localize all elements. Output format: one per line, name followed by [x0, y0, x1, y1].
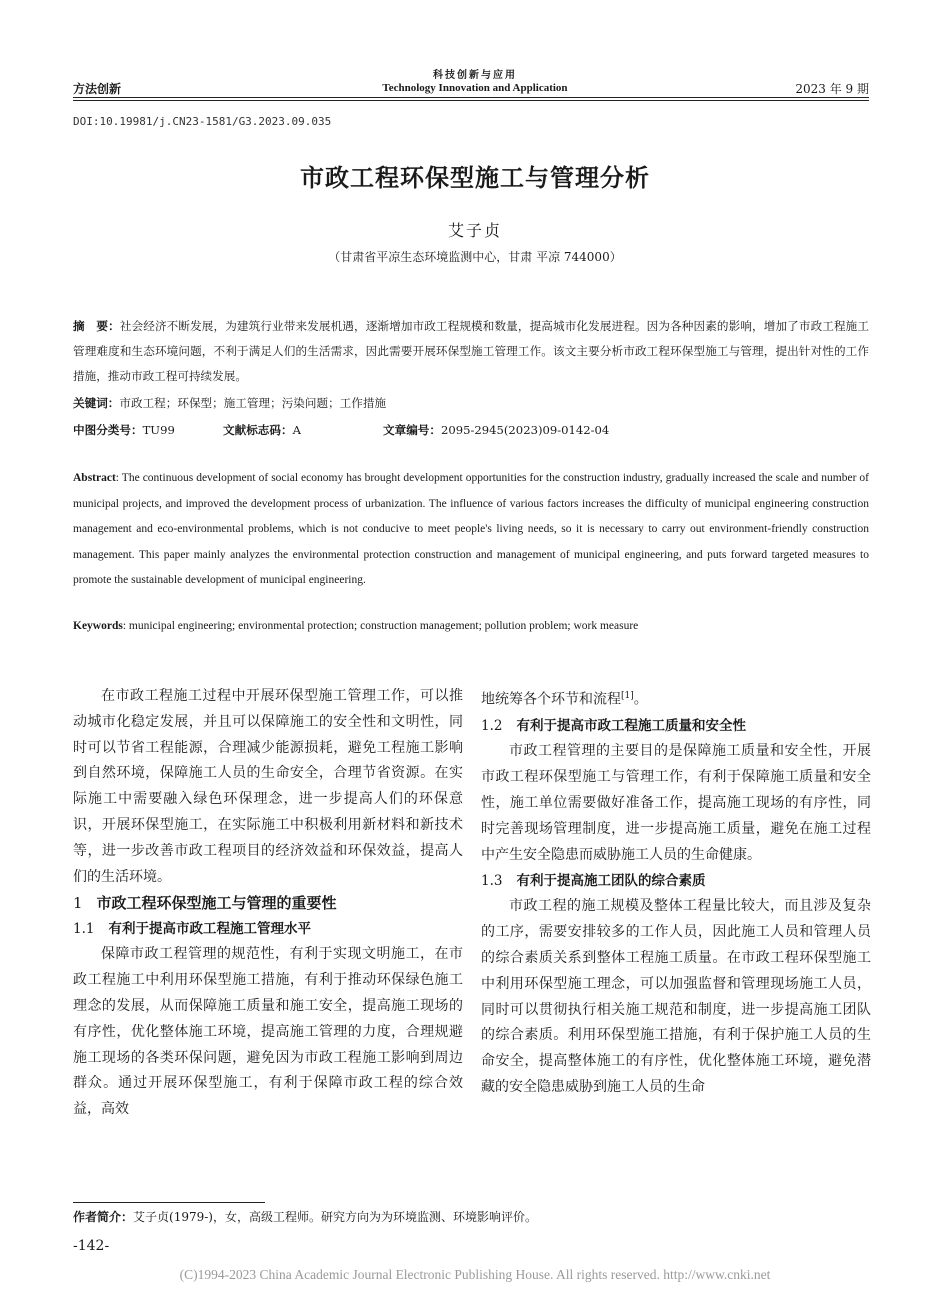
section-1-2-number: 1.2	[481, 718, 503, 735]
section-1-1-number: 1.1	[73, 921, 95, 938]
classification-row	[73, 418, 869, 443]
section-1-title: 市政工程环保型施工与管理的重要性	[96, 894, 337, 913]
keywords-en: : municipal engineering; environmental protection; construction management; pollution problem; work measure	[122, 620, 639, 632]
clc-value: TU99	[142, 423, 175, 437]
section-1-2-title: 有利于提高市政工程施工质量和安全性	[516, 718, 746, 735]
paper-title: 市政工程环保型施工与管理分析	[300, 164, 650, 192]
keywords-en-row	[73, 620, 638, 632]
section-1-2-paragraph: 市政工程管理的主要目的是保障施工质量和安全性，开展市政工程环保型施工与管理工作，有利于保障施工质量和安全性，施工单位需要做好准备工作，提高施工现场的有序性，同时完善现场管理制度，进一步提高施工质量，避免在施工过程中产生安全隐患而威胁施工人员的生命健康。	[481, 743, 871, 863]
citation-1[interactable]: [1]	[621, 691, 634, 701]
header-rule	[73, 97, 869, 98]
section-1-1-paragraph: 保障市政工程管理的规范性，有利于实现文明施工，在市政工程施工中利用环保型施工措施，有利于推动环保绿色施工理念的发展，从而保障施工质量和施工安全，提高施工现场的有序性，优化整体施工环境，提高施工管理的力度，合理规避施工现场的各类环保问题，避免因为市政工程施工影响到周边群众。通过开展环保型施工，有利于保障市政工程的综合效益，高效	[73, 946, 463, 1118]
section-1-3-paragraph: 市政工程的施工规模及整体工程量比较大，而且涉及复杂的工序，需要安排较多的工作人员，因此施工人员和管理人员的综合素质关系到整体工程施工质量。在市政工程环保型施工中利用环保型施工理念，可以加强监督和管理现场施工人员，同时可以贯彻执行相关施工规范和制度，进一步提高施工团队的综合素质。利用环保型施工措施，有利于保护施工人员的生命安全，提高整体施工的有序性，优化整体施工环境，避免潜藏的安全隐患威胁到施工人员的生命	[481, 898, 871, 1096]
affiliation: （甘肃省平凉生态环境监测中心，甘肃 平凉 744000）	[328, 250, 622, 264]
keywords-cn: 市政工程；环保型；施工管理；污染问题；工作措施	[119, 396, 387, 410]
issue-label: 2023 年 9 期	[795, 82, 869, 96]
author: 艾子贞	[447, 221, 502, 240]
section-1-1-title: 有利于提高市政工程施工管理水平	[108, 921, 311, 938]
abstract-en-label: Abstract	[73, 472, 116, 484]
copyright-notice: (C)1994-2023 China Academic Journal Electronic Publishing House. All rights reserved. http://www.cnki.net	[179, 1267, 771, 1282]
clc-label: 中图分类号：	[73, 423, 143, 437]
intro-paragraph: 在市政工程施工过程中开展环保型施工管理工作，可以推动城市化稳定发展，并且可以保障施工的安全性和文明性，同时可以节省工程能源，合理减少能源损耗，避免工程施工影响到自然环境，保障施工人员的生命安全，合理节省资源。在实际施工中需要融入绿色环保理念，进一步提高人们的环保意识，开展环保型施工，在实际施工中积极利用新材料和新技术等，进一步改善市政工程项目的经济效益和环保效益，提高人们的生活环境。	[73, 688, 463, 885]
section-1-1-heading	[73, 916, 463, 942]
section-1-heading	[73, 890, 463, 916]
abstract-cn	[73, 314, 869, 443]
continued-text: 地统筹各个环节和流程	[481, 691, 621, 708]
body-column-right	[481, 684, 871, 1101]
abstract-en-text: : The continuous development of social economy has brought development opportunities for the construction industry, gradually increased the scale and number of municipal projects, and improved the development process of urbanization. The influence of various factors increases the difficulty of municipal engineering construction management and eco-environmental problems, which is not conducive to meet people's living needs, so it is necessary to carry out environment-friendly construction management. This paper mainly analyzes the environmental protection construction and management of municipal engineering, and puts forward targeted measures to promote the sustainable development of municipal engineering.	[73, 472, 869, 586]
abstract-cn-text: 社会经济不断发展，为建筑行业带来发展机遇，逐渐增加市政工程规模和数量，提高城市化发展进程。因为各种因素的影响，增加了市政工程施工管理难度和生态环境问题，不利于满足人们的生活需求，因此需要开展环保型施工管理工作。该文主要分析市政工程环保型施工与管理，提出针对性的工作措施，推动市政工程可持续发展。	[73, 319, 869, 383]
body-column-left	[73, 684, 463, 1123]
section-1-number: 1	[73, 894, 83, 913]
doc-code-label: 文献标志码：	[223, 423, 293, 437]
article-no-label: 文章编号：	[383, 423, 441, 437]
header-rule-thin	[73, 100, 869, 101]
footnote-label: 作者简介：	[73, 1210, 134, 1224]
doc-code-value: A	[292, 423, 301, 437]
continued-paragraph	[481, 684, 871, 713]
footnote-text: 艾子贞(1979-)，女，高级工程师。研究方向为为环境监测、环境影响评价。	[133, 1210, 537, 1224]
footnote-rule	[73, 1202, 265, 1203]
keywords-en-label: Keywords	[73, 620, 123, 632]
section-1-3-heading	[481, 868, 871, 894]
section-1-3-number: 1.3	[481, 873, 503, 890]
abstract-en	[73, 466, 869, 594]
article-no-value: 2095-2945(2023)09-0142-04	[440, 423, 610, 437]
journal-title-cn: 科技创新与应用	[433, 70, 517, 81]
keywords-cn-label: 关键词：	[73, 396, 120, 410]
section-1-3-title: 有利于提高施工团队的综合素质	[516, 873, 706, 890]
doi: DOI:10.19981/j.CN23-1581/G3.2023.09.035	[73, 115, 332, 128]
section-1-2-heading	[481, 713, 871, 739]
journal-title-en: Technology Innovation and Application	[382, 82, 568, 94]
abstract-cn-label: 摘 要：	[73, 319, 120, 333]
author-footnote	[73, 1208, 537, 1225]
page-number: -142-	[73, 1238, 110, 1254]
running-header-section: 方法创新	[73, 82, 122, 96]
continued-end: 。	[633, 691, 648, 708]
